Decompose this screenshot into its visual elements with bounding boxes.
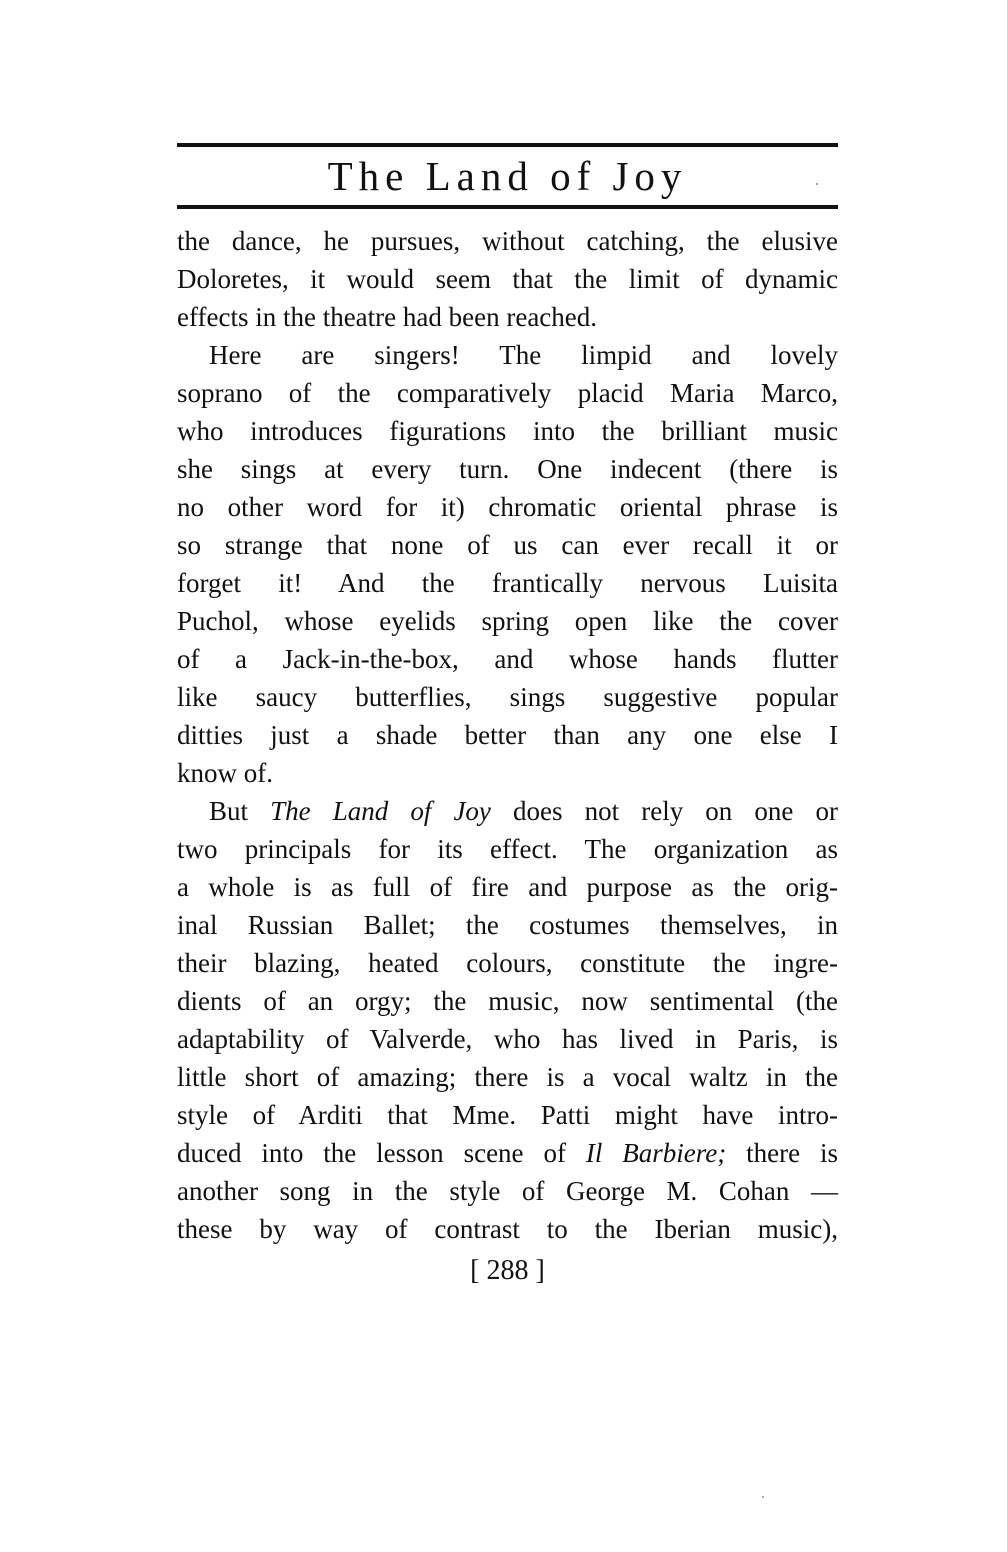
text-line: another song in the style of George M. Cohan — [177, 1176, 838, 1206]
text-line: little short of amazing; there is a vocal waltz in the [177, 1062, 838, 1092]
text-line: Doloretes, it would seem that the limit of dynamic [177, 264, 838, 294]
page-number: [ 288 ] [470, 1255, 545, 1286]
text-line: these by way of contrast to the Iberian music), [177, 1214, 838, 1244]
text-line: dients of an orgy; the music, now sentimental (the [177, 986, 838, 1016]
header-rule-bottom [177, 205, 838, 209]
text-line: who introduces figurations into the brilliant music [177, 416, 838, 446]
text-line: like saucy butterflies, sings suggestive popular [177, 682, 838, 712]
text-line: so strange that none of us can ever recall it or [177, 530, 838, 560]
text-line: the dance, he pursues, without catching, the elusive [177, 226, 838, 256]
text-line: inal Russian Ballet; the costumes themselves, in [177, 910, 838, 940]
paper-speck [762, 1496, 764, 1498]
text-run: does not rely on one or [490, 796, 838, 826]
text-run: duced into the lesson scene of [177, 1138, 586, 1168]
text-line: of a Jack-in-the-box, and whose hands flutter [177, 644, 838, 674]
text-line: a whole is as full of fire and purpose as the orig- [177, 872, 838, 902]
italic-title: Il Barbiere; [585, 1138, 727, 1168]
text-line: their blazing, heated colours, constitute the ingre- [177, 948, 838, 978]
text-run: there is [726, 1138, 838, 1168]
text-line: effects in the theatre had been reached. [177, 302, 598, 332]
text-line: Here are singers! The limpid and lovely [209, 340, 838, 370]
text-line: forget it! And the frantically nervous Luisita [177, 568, 838, 598]
text-line: Puchol, whose eyelids spring open like the cover [177, 606, 838, 636]
text-run: But [209, 796, 271, 826]
body-text [177, 222, 838, 1248]
running-head: The Land of Joy [327, 153, 688, 199]
text-line [177, 1134, 838, 1172]
text-line: no other word for it) chromatic oriental phrase is [177, 492, 838, 522]
text-line: two principals for its effect. The organization as [177, 834, 838, 864]
italic-title: The Land of Joy [270, 796, 491, 826]
text-line: adaptability of Valverde, who has lived in Paris, is [177, 1024, 838, 1054]
text-line [177, 792, 838, 830]
text-line: know of. [177, 758, 273, 788]
text-line: she sings at every turn. One indecent (there is [177, 454, 838, 484]
header-rule-top [177, 143, 838, 147]
paper-speck [816, 183, 818, 185]
text-line: style of Arditi that Mme. Patti might have intro- [177, 1100, 838, 1130]
text-line: ditties just a shade better than any one else I [177, 720, 838, 750]
text-line: soprano of the comparatively placid Maria Marco, [177, 378, 838, 408]
